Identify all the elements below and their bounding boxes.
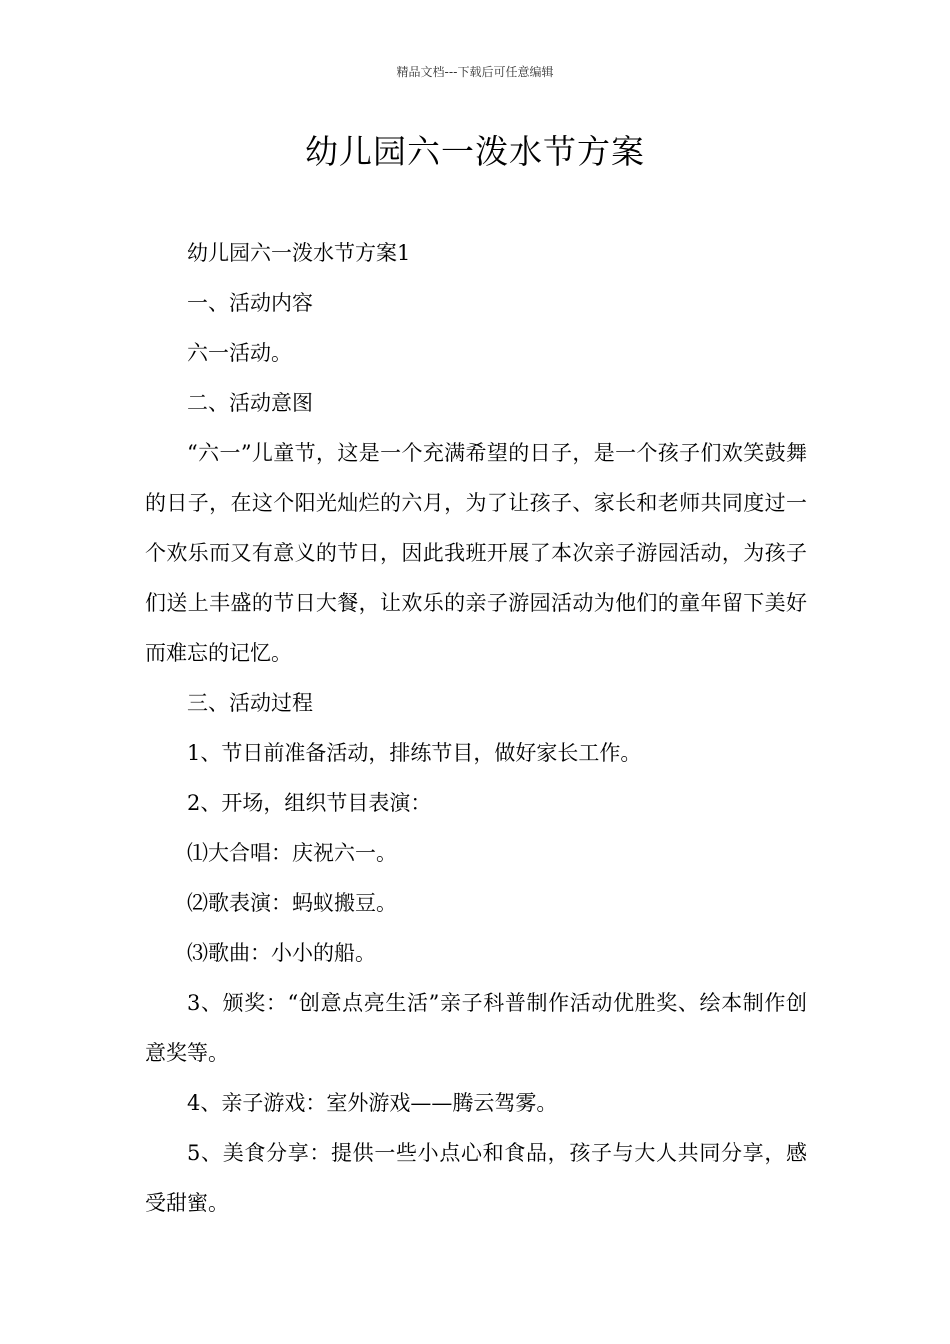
section-heading-content: 一、活动内容: [187, 291, 313, 315]
sub-list-item: ⑵歌表演：蚂蚁搬豆。: [187, 891, 397, 915]
document-body: [145, 228, 807, 1228]
paragraph: “六一”儿童节，这是一个充满希望的日子，是一个孩子们欢笑鼓舞的日子，在这个阳光灿烂的六月，为了让孩子、家长和老师共同度过一个欢乐而又有意义的节日，因此我班开展了本次亲子游园活动，为孩子们送上丰盛的节日大餐，让欢乐的亲子游园活动为他们的童年留下美好而难忘的记忆。: [145, 441, 807, 665]
sub-list-item: ⑴大合唱：庆祝六一。: [187, 841, 397, 865]
list-item: 1、节日前准备活动，排练节目，做好家长工作。: [187, 741, 642, 765]
list-item: 4、亲子游戏：室外游戏——腾云驾雾。: [187, 1091, 558, 1115]
section-heading-plan: 幼儿园六一泼水节方案1: [187, 241, 411, 265]
document-title: 幼儿园六一泼水节方案: [305, 132, 645, 171]
paragraph: 六一活动。: [187, 341, 292, 365]
sub-list-item: ⑶歌曲：小小的船。: [187, 941, 376, 965]
list-item: 3、颁奖：“创意点亮生活”亲子科普制作活动优胜奖、绘本制作创意奖等。: [145, 991, 807, 1065]
list-item: 5、美食分享：提供一些小点心和食品，孩子与大人共同分享，感受甜蜜。: [145, 1141, 807, 1215]
header-note: 精品文档---下载后可任意编辑: [396, 65, 554, 79]
list-item: 2、开场，组织节目表演：: [187, 791, 432, 815]
section-heading-process: 三、活动过程: [187, 691, 313, 715]
section-heading-intent: 二、活动意图: [187, 391, 313, 415]
